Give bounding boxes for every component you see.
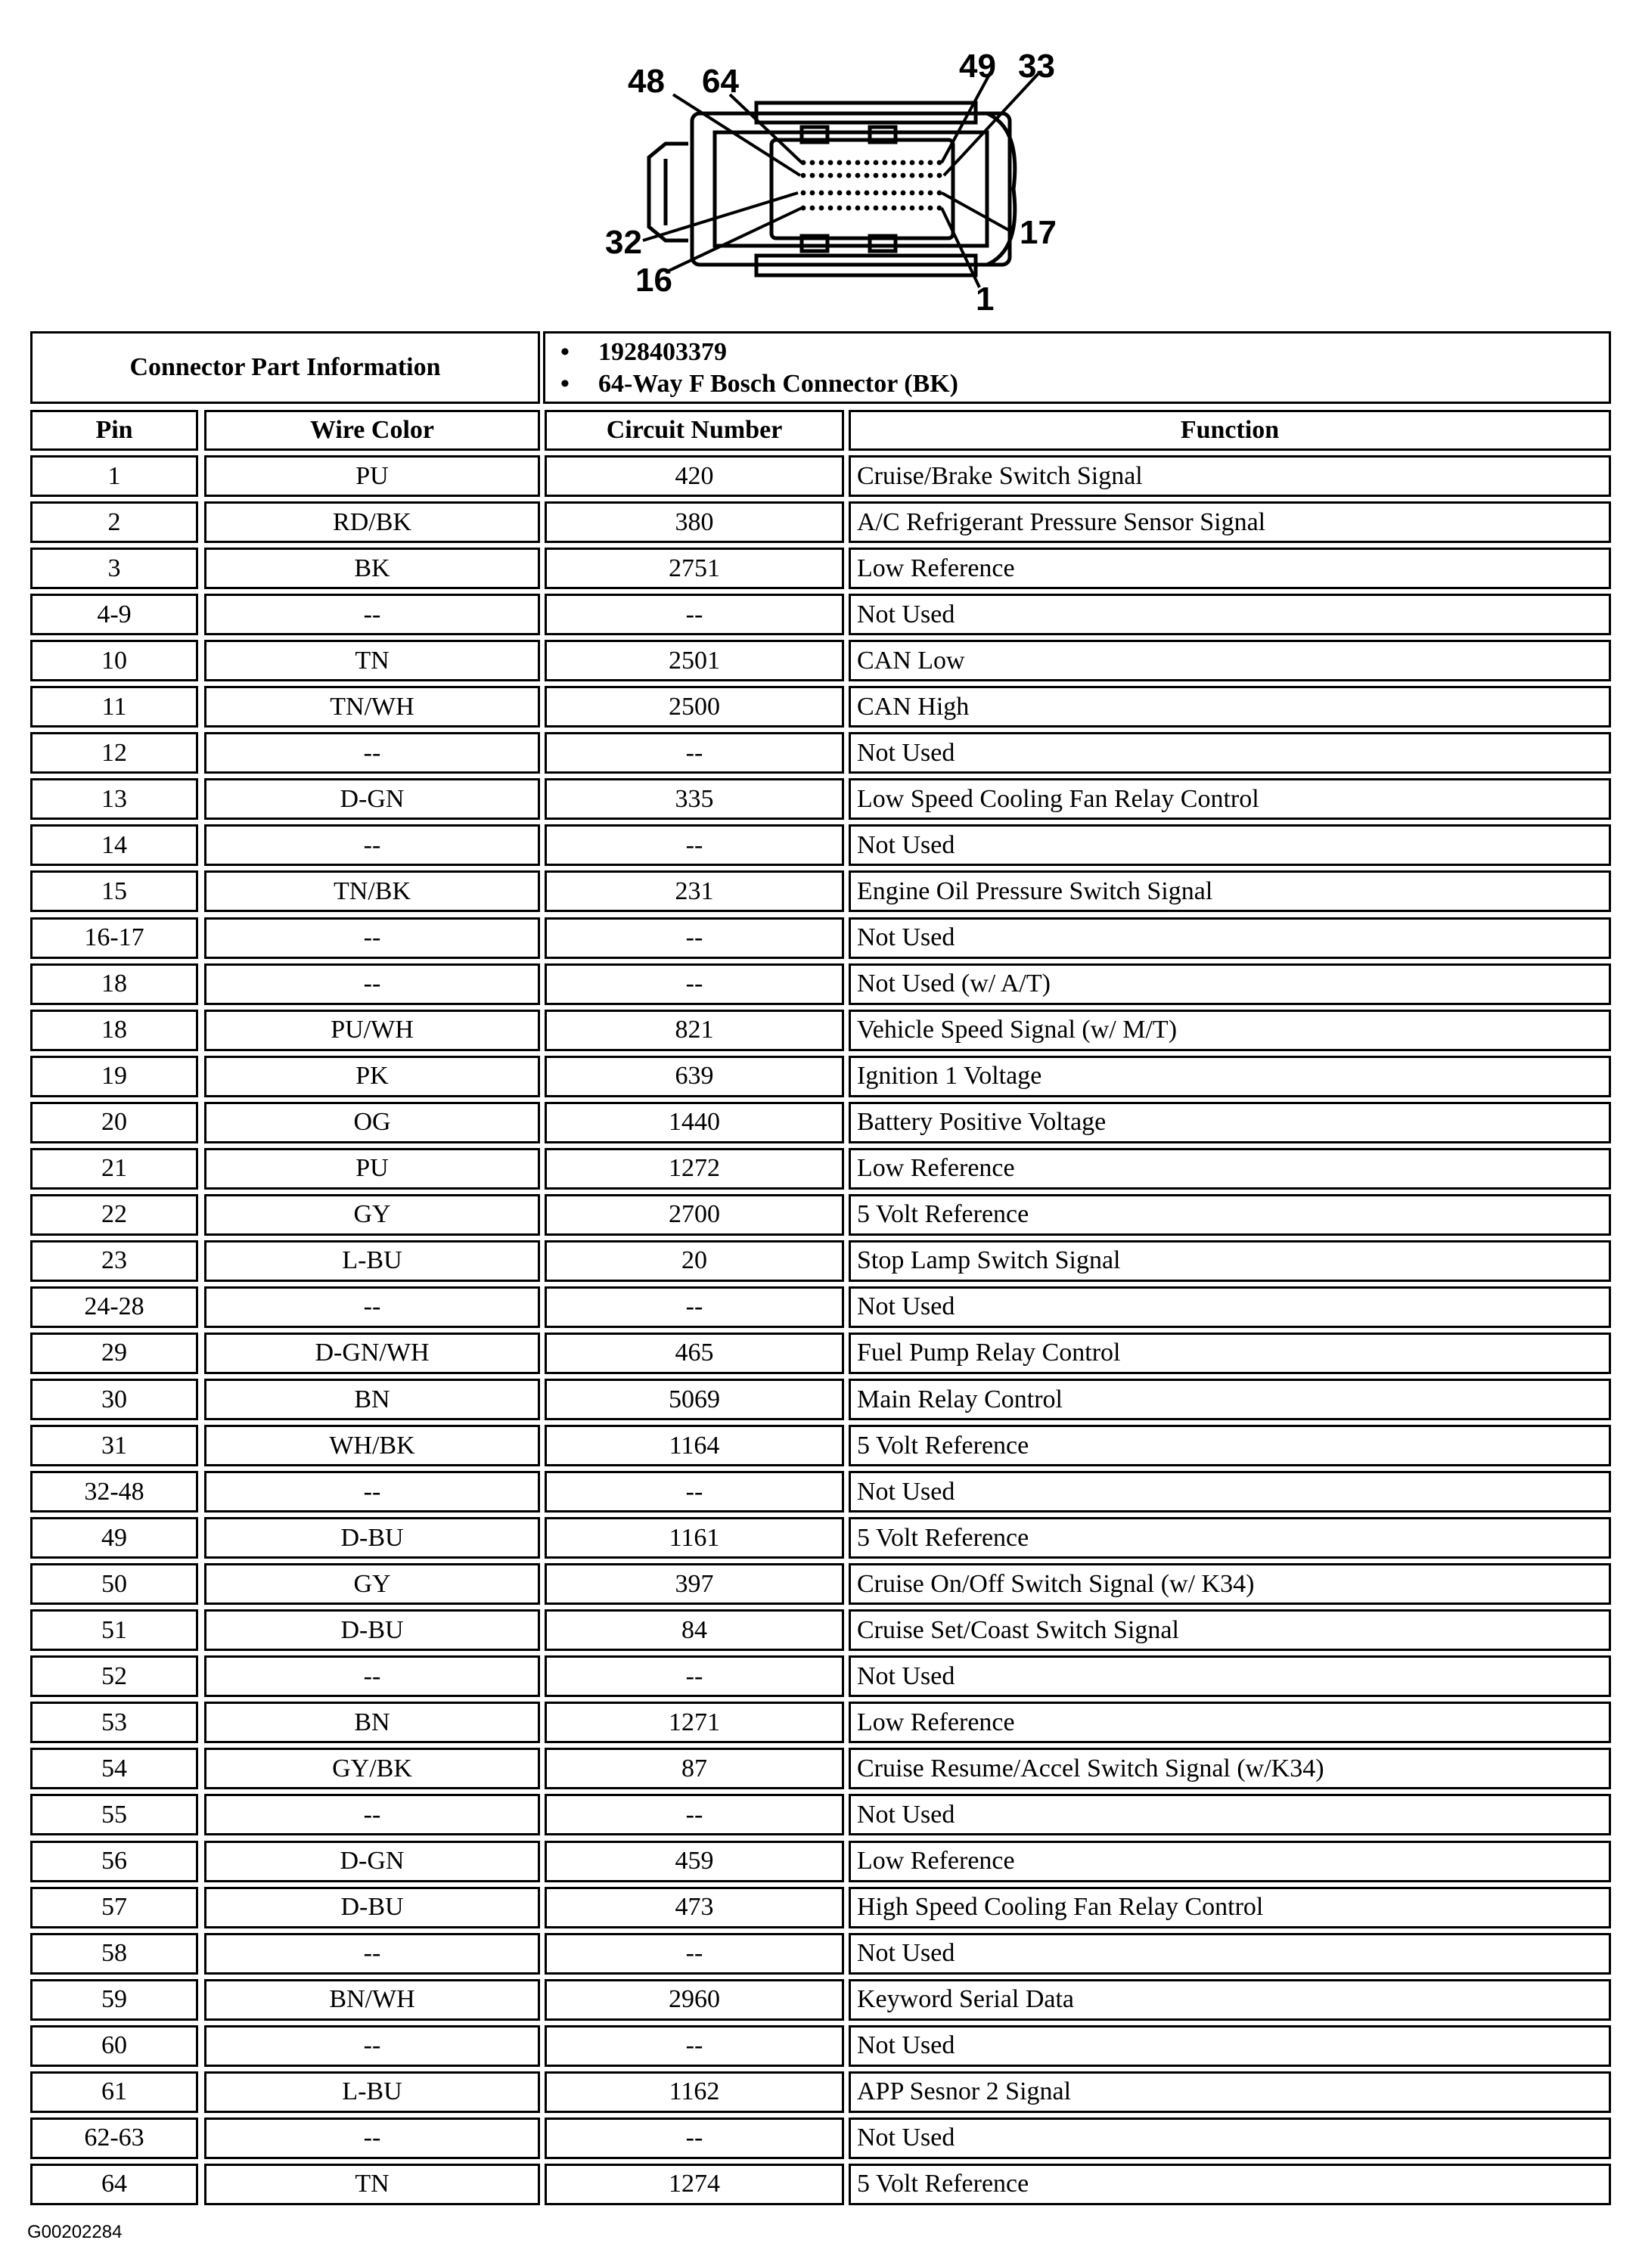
cell-wire-color: D-BU xyxy=(204,1517,540,1559)
pin-dot xyxy=(865,160,870,166)
pin-dot xyxy=(837,191,843,196)
pin-dot xyxy=(901,160,906,166)
cell-pin: 14 xyxy=(30,824,198,866)
pin-dot xyxy=(810,173,815,178)
cell-circuit-number: -- xyxy=(545,963,844,1005)
pin-dot xyxy=(937,191,942,196)
pin-label-33: 33 xyxy=(1018,48,1055,85)
pin-dot xyxy=(892,206,897,211)
column-header-circuit-number: Circuit Number xyxy=(545,410,844,451)
pin-dot xyxy=(855,173,861,178)
cell-function: Ignition 1 Voltage xyxy=(849,1056,1611,1097)
cell-wire-color: -- xyxy=(204,2118,540,2159)
cell-function: Not Used xyxy=(849,2118,1611,2159)
cell-function: Low Reference xyxy=(849,548,1611,589)
pin-dot xyxy=(928,173,933,178)
cell-pin: 12 xyxy=(30,732,198,774)
cell-wire-color: GY xyxy=(204,1563,540,1605)
cell-wire-color: -- xyxy=(204,1471,540,1513)
cell-pin: 61 xyxy=(30,2071,198,2113)
cell-circuit-number: 1274 xyxy=(545,2164,844,2205)
pin-dot xyxy=(919,173,924,178)
cell-circuit-number: 87 xyxy=(545,1748,844,1789)
cell-function: Not Used xyxy=(849,1794,1611,1835)
cell-wire-color: -- xyxy=(204,1794,540,1835)
cell-wire-color: -- xyxy=(204,1655,540,1697)
cell-pin: 21 xyxy=(30,1148,198,1190)
cell-function: Low Reference xyxy=(849,1702,1611,1743)
cell-function: Low Reference xyxy=(849,1148,1611,1190)
cell-function: Not Used xyxy=(849,1933,1611,1975)
cell-circuit-number: -- xyxy=(545,2025,844,2067)
column-header-pin: Pin xyxy=(30,410,198,451)
pin-dot xyxy=(828,206,833,211)
pin-dot xyxy=(901,206,906,211)
cell-circuit-number: 2500 xyxy=(545,686,844,728)
pin-label-16: 16 xyxy=(635,262,672,299)
cell-wire-color: RD/BK xyxy=(204,501,540,543)
cell-wire-color: TN/BK xyxy=(204,870,540,912)
cell-wire-color: BN xyxy=(204,1379,540,1420)
cell-function: Not Used xyxy=(849,732,1611,774)
pin-dot xyxy=(846,206,852,211)
cell-function: Not Used xyxy=(849,1655,1611,1697)
connector-info-header: Connector Part Information xyxy=(30,331,540,404)
cell-wire-color: TN/WH xyxy=(204,686,540,728)
cell-pin: 10 xyxy=(30,640,198,681)
cell-pin: 30 xyxy=(30,1379,198,1420)
cell-function: Vehicle Speed Signal (w/ M/T) xyxy=(849,1010,1611,1051)
cell-function: Not Used (w/ A/T) xyxy=(849,963,1611,1005)
pin-dot xyxy=(910,191,915,196)
cell-pin: 4-9 xyxy=(30,594,198,635)
cell-pin: 15 xyxy=(30,870,198,912)
cell-function: Not Used xyxy=(849,594,1611,635)
cell-circuit-number: 1440 xyxy=(545,1102,844,1143)
cell-pin: 32-48 xyxy=(30,1471,198,1513)
pin-dot xyxy=(928,160,933,166)
cell-function: Cruise/Brake Switch Signal xyxy=(849,455,1611,497)
cell-wire-color: D-GN xyxy=(204,778,540,820)
cell-circuit-number: 1162 xyxy=(545,2071,844,2113)
cell-pin: 62-63 xyxy=(30,2118,198,2159)
cell-pin: 22 xyxy=(30,1194,198,1236)
pin-dot xyxy=(855,191,861,196)
cell-pin: 1 xyxy=(30,455,198,497)
cell-pin: 11 xyxy=(30,686,198,728)
pin-dot xyxy=(810,160,815,166)
cell-pin: 64 xyxy=(30,2164,198,2205)
column-header-wire-color: Wire Color xyxy=(204,410,540,451)
pin-dot xyxy=(837,173,843,178)
pin-dot xyxy=(919,206,924,211)
cell-function: A/C Refrigerant Pressure Sensor Signal xyxy=(849,501,1611,543)
cell-circuit-number: -- xyxy=(545,824,844,866)
cell-pin: 60 xyxy=(30,2025,198,2067)
pin-dot xyxy=(919,191,924,196)
cell-circuit-number: 1272 xyxy=(545,1148,844,1190)
pin-dot xyxy=(901,191,906,196)
cell-circuit-number: 2501 xyxy=(545,640,844,681)
pin-dot xyxy=(855,160,861,166)
cell-circuit-number: 2751 xyxy=(545,548,844,589)
connector-description: • 64-Way F Bosch Connector (BK) xyxy=(598,368,1609,400)
pin-dot xyxy=(892,173,897,178)
cell-circuit-number: -- xyxy=(545,1933,844,1975)
cell-function: Not Used xyxy=(849,917,1611,959)
cell-circuit-number: 459 xyxy=(545,1841,844,1882)
cell-circuit-number: 20 xyxy=(545,1240,844,1282)
cell-wire-color: L-BU xyxy=(204,2071,540,2113)
column-header-function: Function xyxy=(849,410,1611,451)
cell-wire-color: BK xyxy=(204,548,540,589)
cell-pin: 13 xyxy=(30,778,198,820)
cell-circuit-number: 473 xyxy=(545,1887,844,1928)
pin-dot xyxy=(846,160,852,166)
cell-wire-color: D-BU xyxy=(204,1887,540,1928)
pin-label-17: 17 xyxy=(1020,214,1057,251)
cell-pin: 51 xyxy=(30,1609,198,1651)
cell-wire-color: D-GN/WH xyxy=(204,1333,540,1374)
cell-function: Low Speed Cooling Fan Relay Control xyxy=(849,778,1611,820)
pin-dot xyxy=(846,173,852,178)
cell-function: 5 Volt Reference xyxy=(849,1425,1611,1466)
cell-wire-color: BN xyxy=(204,1702,540,1743)
pin-label-1: 1 xyxy=(976,281,995,318)
pin-dot xyxy=(855,206,861,211)
pin-dot xyxy=(928,191,933,196)
pin-dot xyxy=(810,191,815,196)
pin-dot xyxy=(910,206,915,211)
pin-dot xyxy=(874,206,879,211)
cell-pin: 24-28 xyxy=(30,1286,198,1328)
cell-function: High Speed Cooling Fan Relay Control xyxy=(849,1887,1611,1928)
pin-dot xyxy=(865,173,870,178)
cell-circuit-number: 380 xyxy=(545,501,844,543)
figure-code: G00202284 xyxy=(27,2222,123,2242)
cell-circuit-number: -- xyxy=(545,1286,844,1328)
pin-dot xyxy=(892,160,897,166)
cell-circuit-number: 397 xyxy=(545,1563,844,1605)
cell-function: Cruise Resume/Accel Switch Signal (w/K34) xyxy=(849,1748,1611,1789)
cell-circuit-number: 639 xyxy=(545,1056,844,1097)
pin-cavity xyxy=(771,140,953,238)
cell-pin: 20 xyxy=(30,1102,198,1143)
cell-function: APP Sesnor 2 Signal xyxy=(849,2071,1611,2113)
cell-function: Engine Oil Pressure Switch Signal xyxy=(849,870,1611,912)
cell-wire-color: -- xyxy=(204,594,540,635)
cell-wire-color: WH/BK xyxy=(204,1425,540,1466)
cell-pin: 49 xyxy=(30,1517,198,1559)
cell-circuit-number: 1164 xyxy=(545,1425,844,1466)
pin-dot xyxy=(937,173,942,178)
pin-dots xyxy=(801,160,942,211)
cell-pin: 57 xyxy=(30,1887,198,1928)
cell-wire-color: D-GN xyxy=(204,1841,540,1882)
pin-dot xyxy=(837,206,843,211)
cell-wire-color: L-BU xyxy=(204,1240,540,1282)
pin-dot xyxy=(901,173,906,178)
pin-dot xyxy=(846,191,852,196)
cell-pin: 56 xyxy=(30,1841,198,1882)
pin-dot xyxy=(810,206,815,211)
cell-circuit-number: 465 xyxy=(545,1333,844,1374)
cell-function: 5 Volt Reference xyxy=(849,2164,1611,2205)
cell-circuit-number: 2700 xyxy=(545,1194,844,1236)
pin-dot xyxy=(828,191,833,196)
cell-wire-color: PK xyxy=(204,1056,540,1097)
pin-dot xyxy=(865,191,870,196)
cell-function: CAN High xyxy=(849,686,1611,728)
cell-function: Not Used xyxy=(849,1471,1611,1513)
cell-wire-color: -- xyxy=(204,963,540,1005)
cell-function: Low Reference xyxy=(849,1841,1611,1882)
pin-dot xyxy=(828,173,833,178)
pin-dot xyxy=(892,191,897,196)
connector-info xyxy=(30,331,1611,407)
pin-dot xyxy=(883,206,888,211)
cell-pin: 16-17 xyxy=(30,917,198,959)
pin-dot xyxy=(928,206,933,211)
cell-pin: 23 xyxy=(30,1240,198,1282)
cell-function: Fuel Pump Relay Control xyxy=(849,1333,1611,1374)
cell-circuit-number: -- xyxy=(545,1655,844,1697)
connector-part-number: • 1928403379 xyxy=(598,337,1609,368)
pin-dot xyxy=(819,191,824,196)
cell-pin: 59 xyxy=(30,1979,198,2021)
pin-dot xyxy=(801,191,806,196)
cell-circuit-number: 1271 xyxy=(545,1702,844,1743)
cell-pin: 29 xyxy=(30,1333,198,1374)
cell-circuit-number: 84 xyxy=(545,1609,844,1651)
cell-function: CAN Low xyxy=(849,640,1611,681)
cell-function: Stop Lamp Switch Signal xyxy=(849,1240,1611,1282)
pin-dot xyxy=(874,191,879,196)
cell-function: Cruise Set/Coast Switch Signal xyxy=(849,1609,1611,1651)
pin-label-32: 32 xyxy=(605,224,642,261)
cell-circuit-number: -- xyxy=(545,1794,844,1835)
cell-wire-color: -- xyxy=(204,2025,540,2067)
cell-pin: 52 xyxy=(30,1655,198,1697)
pin-label-48: 48 xyxy=(628,63,665,100)
pin-dot xyxy=(874,160,879,166)
cell-wire-color: OG xyxy=(204,1102,540,1143)
cell-wire-color: GY/BK xyxy=(204,1748,540,1789)
cell-wire-color: PU xyxy=(204,1148,540,1190)
pin-label-49: 49 xyxy=(959,48,996,85)
cell-circuit-number: 2960 xyxy=(545,1979,844,2021)
cell-circuit-number: 231 xyxy=(545,870,844,912)
pin-dot xyxy=(819,173,824,178)
cell-function: 5 Volt Reference xyxy=(849,1517,1611,1559)
cell-function: Not Used xyxy=(849,824,1611,866)
pin-dot xyxy=(883,173,888,178)
cell-wire-color: -- xyxy=(204,1933,540,1975)
cell-pin: 2 xyxy=(30,501,198,543)
cell-function: Main Relay Control xyxy=(849,1379,1611,1420)
cell-pin: 50 xyxy=(30,1563,198,1605)
connector-info-items xyxy=(543,331,1611,404)
cell-function: Battery Positive Voltage xyxy=(849,1102,1611,1143)
cell-wire-color: GY xyxy=(204,1194,540,1236)
cell-wire-color: TN xyxy=(204,2164,540,2205)
cell-wire-color: PU/WH xyxy=(204,1010,540,1051)
cell-pin: 54 xyxy=(30,1748,198,1789)
cell-function: Not Used xyxy=(849,1286,1611,1328)
pin-dot xyxy=(919,160,924,166)
pin-label-64: 64 xyxy=(702,63,739,100)
pin-dot xyxy=(910,160,915,166)
pin-dot xyxy=(874,173,879,178)
cell-wire-color: -- xyxy=(204,917,540,959)
cell-pin: 18 xyxy=(30,963,198,1005)
cell-circuit-number: -- xyxy=(545,732,844,774)
cell-pin: 18 xyxy=(30,1010,198,1051)
cell-function: Not Used xyxy=(849,2025,1611,2067)
cell-wire-color: BN/WH xyxy=(204,1979,540,2021)
cell-pin: 3 xyxy=(30,548,198,589)
cell-wire-color: -- xyxy=(204,1286,540,1328)
pin-dot xyxy=(910,173,915,178)
connector-diagram xyxy=(0,0,1639,325)
cell-pin: 19 xyxy=(30,1056,198,1097)
cell-function: Keyword Serial Data xyxy=(849,1979,1611,2021)
pin-dot xyxy=(819,206,824,211)
cell-wire-color: D-BU xyxy=(204,1609,540,1651)
cell-wire-color: TN xyxy=(204,640,540,681)
cell-circuit-number: -- xyxy=(545,594,844,635)
cell-pin: 55 xyxy=(30,1794,198,1835)
cell-pin: 58 xyxy=(30,1933,198,1975)
cell-circuit-number: 5069 xyxy=(545,1379,844,1420)
cell-pin: 31 xyxy=(30,1425,198,1466)
cell-circuit-number: 821 xyxy=(545,1010,844,1051)
pin-dot xyxy=(865,206,870,211)
cell-circuit-number: 420 xyxy=(545,455,844,497)
pin-dot xyxy=(883,191,888,196)
pin-dot xyxy=(837,160,843,166)
cell-function: 5 Volt Reference xyxy=(849,1194,1611,1236)
cell-circuit-number: -- xyxy=(545,917,844,959)
cell-circuit-number: -- xyxy=(545,1471,844,1513)
pin-dot xyxy=(883,160,888,166)
connector-latch xyxy=(649,144,688,240)
cell-circuit-number: 335 xyxy=(545,778,844,820)
cell-function: Cruise On/Off Switch Signal (w/ K34) xyxy=(849,1563,1611,1605)
cell-wire-color: -- xyxy=(204,824,540,866)
pin-dot xyxy=(801,173,806,178)
pin-dot xyxy=(828,160,833,166)
cell-circuit-number: -- xyxy=(545,2118,844,2159)
pin-dot xyxy=(819,160,824,166)
cell-circuit-number: 1161 xyxy=(545,1517,844,1559)
cell-wire-color: PU xyxy=(204,455,540,497)
cell-pin: 53 xyxy=(30,1702,198,1743)
cell-wire-color: -- xyxy=(204,732,540,774)
